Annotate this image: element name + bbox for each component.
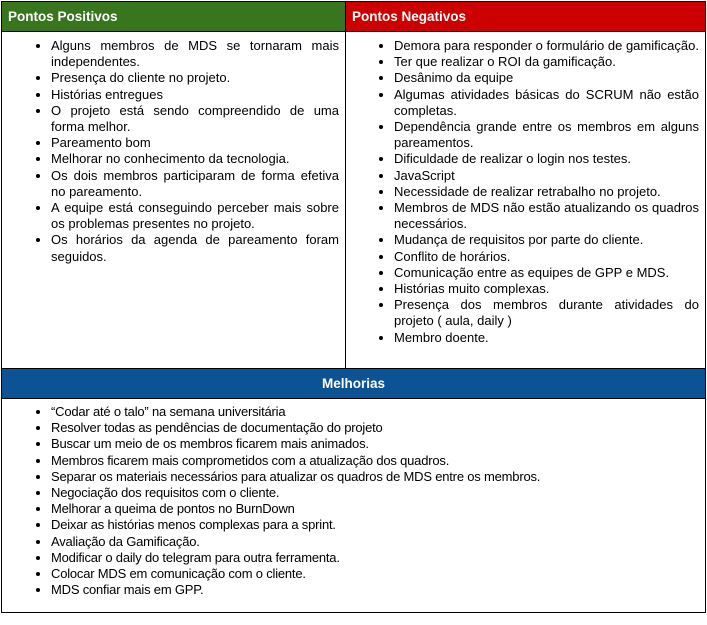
melhorias-list	[2, 399, 705, 612]
positivos-list-item: • A equipe está conseguindo perceber mais sobre os problemas presentes no projeto.	[51, 200, 339, 232]
negativos-list-item: • JavaScript	[394, 168, 699, 184]
melhorias-list-item: • Deixar as histórias menos complexas para a sprint.	[51, 517, 699, 533]
negativos-list-item: • Demora para responder o formulário de gamificação.	[394, 38, 699, 54]
negativos-list-item: • Histórias muito complexas.	[394, 281, 699, 297]
melhorias-cell	[2, 399, 706, 613]
retrospective-table	[1, 1, 706, 613]
positivos-list	[2, 32, 345, 269]
melhorias-list-item: • Separar os materiais necessários para atualizar os quadros de MDS entre os membros.	[51, 469, 699, 485]
positivos-list-item: • Os horários da agenda de pareamento foram seguidos.	[51, 232, 339, 264]
melhorias-list-item: • Modificar o daily do telegram para outra ferramenta.	[51, 550, 699, 566]
positivos-list-item: • Histórias entregues	[51, 87, 339, 103]
negativos-header: Pontos Negativos	[346, 2, 706, 32]
negativos-list	[346, 32, 705, 350]
melhorias-list-item: • Colocar MDS em comunicação com o cliente.	[51, 566, 699, 582]
negativos-list-item: • Dependência grande entre os membros em alguns pareamentos.	[394, 119, 699, 151]
negativos-list-item: • Mudança de requisitos por parte do cliente.	[394, 232, 699, 248]
positivos-list-item: • Presença do cliente no projeto.	[51, 70, 339, 86]
positivos-header: Pontos Positivos	[2, 2, 346, 32]
negativos-list-item: • Conflito de horários.	[394, 249, 699, 265]
melhorias-list-item: • Melhorar a queima de pontos no BurnDown	[51, 501, 699, 517]
negativos-list-item: • Membros de MDS não estão atualizando os quadros necessários.	[394, 200, 699, 232]
negativos-list-item: • Necessidade de realizar retrabalho no projeto.	[394, 184, 699, 200]
melhorias-list-item: • Buscar um meio de os membros ficarem mais animados.	[51, 436, 699, 452]
positivos-cell	[2, 32, 346, 369]
positivos-list-item: • Melhorar no conhecimento da tecnologia.	[51, 151, 339, 167]
negativos-list-item: • Desânimo da equipe	[394, 70, 699, 86]
melhorias-list-item: • “Codar até o talo” na semana universitária	[51, 404, 699, 420]
negativos-list-item: • Membro doente.	[394, 330, 699, 346]
melhorias-list-item: • Avaliação da Gamificação.	[51, 534, 699, 550]
negativos-cell	[346, 32, 706, 369]
melhorias-list-item: • Membros ficarem mais comprometidos com a atualização dos quadros.	[51, 453, 699, 469]
melhorias-list-item: • Resolver todas as pendências de documentação do projeto	[51, 420, 699, 436]
melhorias-list-item: • MDS confiar mais em GPP.	[51, 582, 699, 598]
melhorias-list-item: • Negociação dos requisitos com o cliente.	[51, 485, 699, 501]
negativos-list-item: • Comunicação entre as equipes de GPP e MDS.	[394, 265, 699, 281]
positivos-list-item: • Alguns membros de MDS se tornaram mais independentes.	[51, 38, 339, 70]
positivos-list-item: • Pareamento bom	[51, 135, 339, 151]
melhorias-header: Melhorias	[2, 369, 706, 399]
negativos-list-item: • Ter que realizar o ROI da gamificação.	[394, 54, 699, 70]
positivos-list-item: • O projeto está sendo compreendido de uma forma melhor.	[51, 103, 339, 135]
negativos-list-item: • Dificuldade de realizar o login nos testes.	[394, 151, 699, 167]
positivos-list-item: • Os dois membros participaram de forma efetiva no pareamento.	[51, 168, 339, 200]
negativos-list-item: • Algumas atividades básicas do SCRUM não estão completas.	[394, 87, 699, 119]
negativos-list-item: • Presença dos membros durante atividades do projeto ( aula, daily )	[394, 297, 699, 329]
